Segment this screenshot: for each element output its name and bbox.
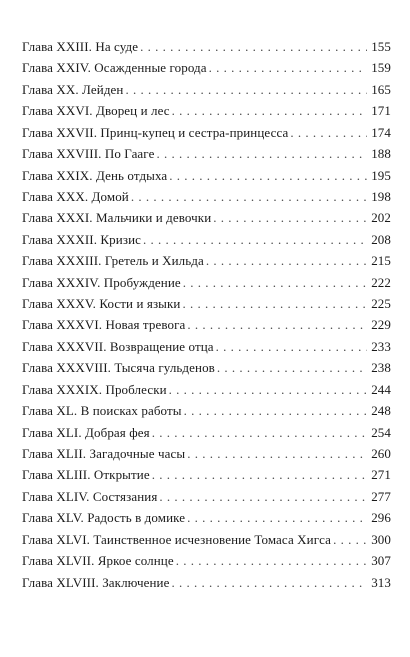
dot-leader <box>187 443 367 464</box>
page-number: 202 <box>371 210 391 226</box>
page-number: 174 <box>371 124 391 140</box>
chapter-title: Глава XLI. Добрая фея <box>22 424 150 440</box>
page-number: 271 <box>371 467 391 483</box>
page-number: 277 <box>371 488 391 504</box>
chapter-title: Глава XXXVI. Новая тревога <box>22 317 186 333</box>
chapter-title: Глава XLII. Загадочные часы <box>22 446 186 462</box>
dot-leader <box>183 272 367 293</box>
toc-entry <box>22 572 391 593</box>
page-number: 233 <box>371 338 391 354</box>
toc-entry <box>22 379 391 400</box>
chapter-title: Глава XXVI. Дворец и лес <box>22 103 170 119</box>
chapter-title: Глава XL. В поисках работы <box>22 403 182 419</box>
table-of-contents <box>22 36 391 593</box>
chapter-title: Глава XXXI. Мальчики и девочки <box>22 210 212 226</box>
dot-leader <box>172 100 367 121</box>
toc-entry <box>22 79 391 100</box>
toc-entry <box>22 143 391 164</box>
dot-leader <box>131 186 367 207</box>
toc-entry <box>22 293 391 314</box>
dot-leader <box>213 207 367 228</box>
chapter-title: Глава XXIX. День отдыха <box>22 167 168 183</box>
toc-entry <box>22 464 391 485</box>
page-number: 225 <box>371 296 391 312</box>
toc-entry <box>22 400 391 421</box>
chapter-title: Глава XXX. Домой <box>22 188 129 204</box>
page-number: 229 <box>371 317 391 333</box>
page-number: 208 <box>371 231 391 247</box>
toc-entry <box>22 272 391 293</box>
page-number: 313 <box>371 574 391 590</box>
toc-entry <box>22 186 391 207</box>
page-number: 159 <box>371 60 391 76</box>
toc-entry <box>22 486 391 507</box>
dot-leader <box>187 314 367 335</box>
dot-leader <box>125 79 367 100</box>
dot-leader <box>217 357 367 378</box>
toc-entry <box>22 357 391 378</box>
page-number: 244 <box>371 381 391 397</box>
dot-leader <box>169 165 367 186</box>
page-number: 155 <box>371 39 391 54</box>
page-number: 198 <box>371 188 391 204</box>
page-number: 165 <box>371 81 391 97</box>
toc-entry <box>22 100 391 121</box>
toc-entry <box>22 529 391 550</box>
toc-entry <box>22 507 391 528</box>
dot-leader <box>159 486 367 507</box>
toc-entry <box>22 250 391 271</box>
chapter-title: Глава XXXII. Кризис <box>22 231 141 247</box>
dot-leader <box>172 572 368 593</box>
chapter-title: Глава XXXIII. Гретель и Хильда <box>22 253 204 269</box>
toc-entry <box>22 314 391 335</box>
dot-leader <box>156 143 367 164</box>
toc-entry <box>22 122 391 143</box>
chapter-title: Глава XLV. Радость в домике <box>22 510 186 526</box>
chapter-title: Глава XLIII. Открытие <box>22 467 150 483</box>
dot-leader <box>206 250 367 271</box>
chapter-title: Глава XX. Лейден <box>22 81 124 97</box>
chapter-title: Глава XXXIV. Пробуждение <box>22 274 181 290</box>
dot-leader <box>216 336 367 357</box>
page-number: 215 <box>371 253 391 269</box>
toc-entry <box>22 165 391 186</box>
page-number: 260 <box>371 446 391 462</box>
dot-leader <box>209 57 367 78</box>
dot-leader <box>152 422 367 443</box>
page-number: 222 <box>371 274 391 290</box>
dot-leader <box>333 529 367 550</box>
toc-entry <box>22 336 391 357</box>
chapter-title: Глава XXVII. Принц-купец и сестра-принцесса <box>22 124 289 140</box>
toc-entry <box>22 57 391 78</box>
chapter-title: Глава XLVIII. Заключение <box>22 574 170 590</box>
toc-entry <box>22 550 391 571</box>
dot-leader <box>290 122 367 143</box>
chapter-title: Глава XXXVII. Возвращение отца <box>22 338 214 354</box>
dot-leader <box>143 229 367 250</box>
chapter-title: Глава XXXVIII. Тысяча гульденов <box>22 360 215 376</box>
page-number: 171 <box>371 103 391 119</box>
toc-entry <box>22 36 391 57</box>
chapter-title: Глава XLVII. Яркое солнце <box>22 553 174 569</box>
chapter-title: Глава XLVI. Таинственное исчезновение Томаса Хигса <box>22 531 332 547</box>
page-number: 300 <box>371 531 391 547</box>
toc-entry <box>22 422 391 443</box>
dot-leader <box>176 550 367 571</box>
chapter-title: Глава XXVIII. По Гааге <box>22 146 155 162</box>
chapter-title: Глава XXXIX. Проблески <box>22 381 167 397</box>
page-number: 195 <box>371 167 391 183</box>
dot-leader <box>184 400 367 421</box>
toc-entry <box>22 443 391 464</box>
toc-entry <box>22 229 391 250</box>
page-number: 248 <box>371 403 391 419</box>
dot-leader <box>169 379 367 400</box>
page-number: 238 <box>371 360 391 376</box>
page-number: 188 <box>371 146 391 162</box>
page-number: 307 <box>371 553 391 569</box>
chapter-title: Глава XXIII. На суде <box>22 39 139 54</box>
chapter-title: Глава XXIV. Осажденные города <box>22 60 207 76</box>
page-number: 254 <box>371 424 391 440</box>
dot-leader <box>187 507 367 528</box>
chapter-title: Глава XXXV. Кости и языки <box>22 296 181 312</box>
toc-entry <box>22 207 391 228</box>
dot-leader <box>183 293 368 314</box>
chapter-title: Глава XLIV. Состязания <box>22 488 158 504</box>
page-number: 296 <box>371 510 391 526</box>
dot-leader <box>140 36 367 57</box>
dot-leader <box>152 464 367 485</box>
